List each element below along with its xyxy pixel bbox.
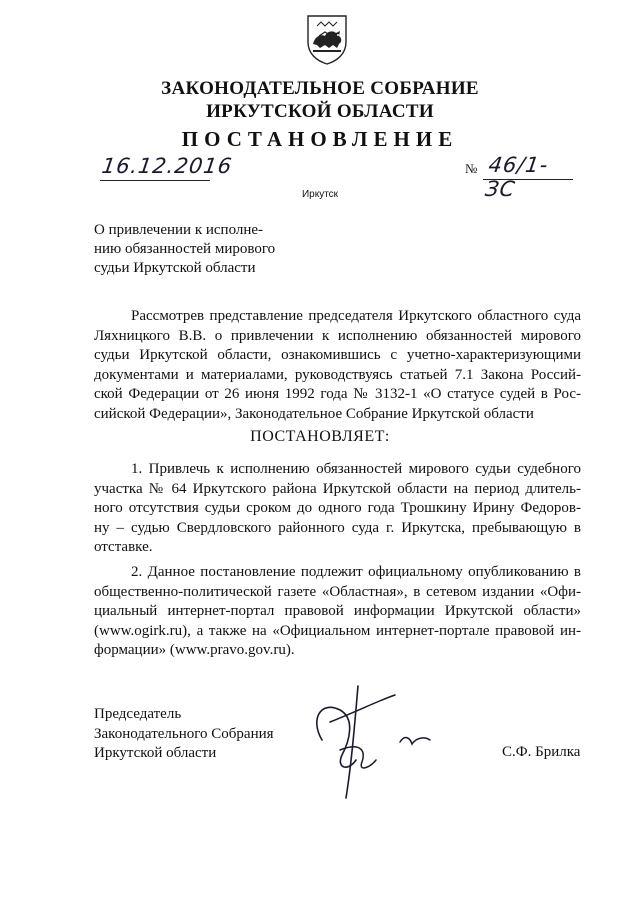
document-number-field bbox=[465, 153, 573, 201]
paragraph-line: Рассмотрев представление председателя Иркутского областного суда bbox=[131, 308, 581, 324]
subject-line: нию обязанностей мирового bbox=[94, 241, 276, 257]
document-city: Иркутск bbox=[301, 189, 339, 200]
decree-item-1 bbox=[94, 460, 581, 558]
paragraph-line: участка № 64 Иркутского района Иркутской области на период длитель- bbox=[94, 480, 581, 497]
preamble-paragraph bbox=[94, 307, 581, 424]
signer-title-line: Законодательного Собрания bbox=[94, 725, 274, 742]
paragraph-line: ской Федерации от 26 июня 1992 года № 3132-1 «О статусе судей в Рос- bbox=[94, 386, 581, 402]
subject-line: О привлечении к исполне- bbox=[94, 222, 264, 238]
paragraph-line: судьи Иркутской области, ознакомившись с учетно-характеризующими bbox=[94, 347, 581, 363]
document-number-handwritten: 46/1-ЗС bbox=[483, 153, 551, 201]
document-date-field bbox=[100, 154, 234, 181]
paragraph-line: формации» (www.pravo.gov.ru). bbox=[94, 642, 295, 658]
paragraph-line: 2. Данное постановление подлежит официальному опубликованию в bbox=[131, 564, 581, 580]
paragraph-line: (www.ogirk.ru), а также на «Официальном интернет-портале правовой ин- bbox=[94, 622, 581, 639]
paragraph-line: общественно-политической газете «Областная», в сетевом издании «Офи- bbox=[94, 583, 581, 600]
paragraph-line: ну – судью Свердловского районного суда г. Иркутска, пребывающую в bbox=[94, 519, 581, 536]
handwritten-signature bbox=[300, 680, 460, 800]
paragraph-line: 1. Привлечь к исполнению обязанностей мирового судьи судебного bbox=[131, 461, 581, 477]
number-sign: № bbox=[465, 161, 478, 176]
subject-line: судьи Иркутской области bbox=[94, 260, 256, 276]
paragraph-line: документами и материалами, руководствуясь статьей 7.1 Закона Россий- bbox=[94, 366, 581, 383]
organization-name-line2: ИРКУТСКОЙ ОБЛАСТИ bbox=[206, 101, 434, 122]
paragraph-line: циальный интернет-портал правовой информации Иркутской области» bbox=[94, 603, 581, 619]
coat-of-arms-icon bbox=[305, 14, 349, 66]
signer-title-line: Иркутской области bbox=[94, 745, 217, 761]
signer-title bbox=[94, 705, 274, 764]
decree-heading: ПОСТАНОВЛЯЕТ: bbox=[250, 428, 390, 445]
document-subject bbox=[94, 221, 284, 278]
organization-name-line1: ЗАКОНОДАТЕЛЬНОЕ СОБРАНИЕ bbox=[161, 78, 479, 99]
paragraph-line: Ляхницкого В.В. о привлечении к исполнению обязанностей мирового bbox=[94, 327, 581, 344]
signer-name: С.Ф. Брилка bbox=[502, 744, 581, 760]
decree-item-2 bbox=[94, 563, 581, 661]
document-date-handwritten: 16.12.2016 bbox=[100, 154, 234, 178]
paragraph-line: ного отсутствия судьи сроком до одного года Трошкину Ирину Федоров- bbox=[94, 500, 581, 516]
paragraph-line: отставке. bbox=[94, 539, 153, 555]
document-type-title: ПОСТАНОВЛЕНИЕ bbox=[181, 127, 459, 151]
paragraph-line: сийской Федерации», Законодательное Собрание Иркутской области bbox=[94, 405, 534, 422]
signer-title-line: Председатель bbox=[94, 706, 182, 722]
